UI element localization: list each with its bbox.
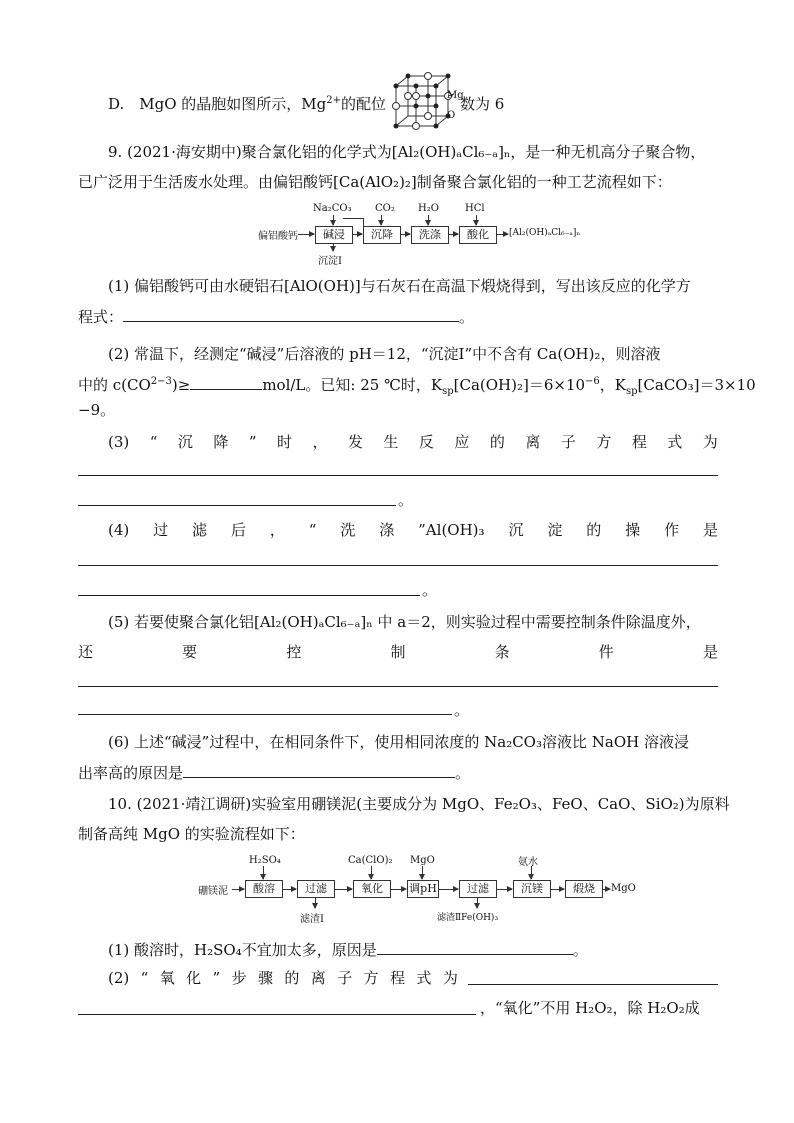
q9-p5-answer-line[interactable]: [78, 686, 718, 687]
q9-p2-line2: 中的 $c(CO^{2-3})\ge mol/L$。已知: 25 ℃时，$K_{sp}[Ca(OH)_2]=6\times 10^{-6}$，$K_{sp}[CaCO_3]=3\times 10$: [78, 376, 756, 397]
q9-flow-arrow: [352, 234, 362, 235]
q9-p1-answer-blank[interactable]: [123, 306, 459, 322]
crystal-label-o: O: [447, 110, 456, 121]
q9-reagent-2: CO₂: [375, 203, 395, 214]
q9-step-1: 碱浸: [315, 226, 353, 244]
q10-p2-line1: (2) “ 氧 化 ” 步 骤 的 离 子 方 程 式 为: [108, 969, 458, 987]
q9-flow-arrow: [400, 234, 410, 235]
q9-p6-line2: 出率高的原因是 。: [78, 764, 471, 782]
q10-p2-line2: ，“氧化”不用 H₂O₂，除 H₂O₂成: [480, 999, 700, 1017]
q9-p1-line2: 程式： 。: [78, 308, 475, 326]
q9-p1-line1: (1) 偏铝酸钙可由水硬铝石[AlO(OH)]与石灰石在高温下煅烧得到，写出该反应的化学方: [108, 277, 691, 295]
q10-residue-1: 滤渣Ⅰ: [300, 914, 324, 925]
q10-reagent-2: Ca(ClO)₂: [348, 855, 393, 866]
q10-step-5: 过滤: [459, 880, 497, 898]
q10-step-6: 沉镁: [513, 880, 551, 898]
crystal-label-mg: Mg: [447, 90, 464, 101]
q10-step-7: 煅烧: [565, 880, 603, 898]
q10-p2-answer-line[interactable]: [468, 984, 718, 985]
q9-flow-arrow: [496, 234, 508, 235]
q9-flow-start: 偏铝酸钙: [258, 231, 298, 242]
q10-step-4: 调pH: [407, 880, 439, 898]
q9-p3-line1: (3) “ 沉 降 ” 时 ， 发 生 反 应 的 离 子 方 程 式 为: [108, 433, 718, 451]
q9-p5-answer-line[interactable]: [78, 714, 452, 715]
q10-reagent-3: MgO: [410, 855, 435, 866]
q9-p5-line1: (5) 若要使聚合氯化铝[Al₂(OH)ₐCl₆₋ₐ]ₙ 中 a＝2，则实验过程中需要控制条件除温度外，: [108, 613, 701, 631]
period: 。: [422, 581, 438, 599]
q9-p4-line1: (4) 过 滤 后 ， “ 洗 涤 ”Al(OH)₃ 沉 淀 的 操 作 是: [108, 521, 718, 539]
q9-p2-answer-blank[interactable]: [190, 374, 262, 390]
period: 。: [454, 701, 470, 719]
q10-line2: 制备高纯 MgO 的实验流程如下：: [78, 825, 305, 843]
q9-p4-answer-line[interactable]: [78, 565, 718, 566]
q9-p2-line3: −9。: [78, 401, 116, 419]
mgo-crystal-cell-figure: [390, 70, 460, 136]
option-d-suffix: 数为 6: [460, 95, 505, 113]
q10-step-1: 酸溶: [245, 880, 283, 898]
q9-p5-line2: 还 要 控 制 条 件 是: [78, 643, 718, 661]
q9-line2: 已广泛用于生活废水处理。由偏铝酸钙[Ca(AlO₂)₂]制备聚合氯化铝的一种工艺流程如下：: [78, 173, 672, 191]
q10-flow-product: MgO: [611, 883, 636, 894]
q9-step-4: 酸化: [459, 226, 497, 244]
q9-flow-arrow: [448, 234, 458, 235]
q9-reagent-4: HCl: [465, 203, 485, 214]
q9-p6-answer-blank[interactable]: [183, 762, 455, 778]
q10-reagent-1: H₂SO₄: [249, 855, 281, 866]
q9-p3-answer-line[interactable]: [78, 505, 396, 506]
q9-reagent-1: Na₂CO₃: [313, 203, 352, 214]
q10-p1: (1) 酸溶时，H₂SO₄不宜加太多，原因是 。: [108, 941, 588, 959]
q10-line1: 10. (2021·靖江调研)实验室用硼镁泥(主要成分为 MgO、Fe₂O₃、FeO、CaO、SiO₂)为原料: [108, 795, 730, 813]
option-d: D. MgO 的晶胞如图所示，$Mg^{2+}$的配位: [108, 95, 387, 113]
q10-step-3: 氧化: [353, 880, 391, 898]
period: 。: [398, 491, 414, 509]
q9-p4-answer-line[interactable]: [78, 595, 420, 596]
q9-flow-product: [Al₂(OH)ₐCl₆₋ₐ]ₙ: [509, 228, 581, 238]
q9-byproduct: 沉淀Ⅰ: [318, 256, 342, 267]
q9-reagent-3: H₂O: [418, 203, 439, 214]
q10-step-2: 过滤: [297, 880, 335, 898]
q9-p6-line1: (6) 上述“碱浸”过程中，在相同条件下，使用相同浓度的 Na₂CO₃溶液比 NaOH 溶液浸: [108, 733, 689, 751]
q10-reagent-4: 氨水: [518, 857, 538, 868]
q10-p2-answer-line[interactable]: [78, 1014, 476, 1015]
q9-step-3: 洗涤: [411, 226, 449, 244]
q9-line1: 9. (2021·海安期中)聚合氯化铝的化学式为[Al₂(OH)ₐCl₆₋ₐ]ₙ，是一种无机高分子聚合物，: [108, 143, 706, 161]
q10-residue-2: 滤渣ⅡFe(OH)₃: [437, 913, 499, 923]
q10-flow-start: 硼镁泥: [198, 886, 228, 897]
q10-p1-answer-blank[interactable]: [377, 939, 573, 955]
q9-p3-answer-line[interactable]: [78, 475, 718, 476]
q9-p2-line1: (2) 常温下，经测定“碱浸”后溶液的 pH＝12，“沉淀Ⅰ”中不含有 Ca(OH)₂，则溶液: [108, 345, 661, 363]
q9-flow-arrow: [298, 234, 314, 235]
q9-recycle-line: [343, 218, 364, 226]
q9-step-2: 沉降: [363, 226, 401, 244]
